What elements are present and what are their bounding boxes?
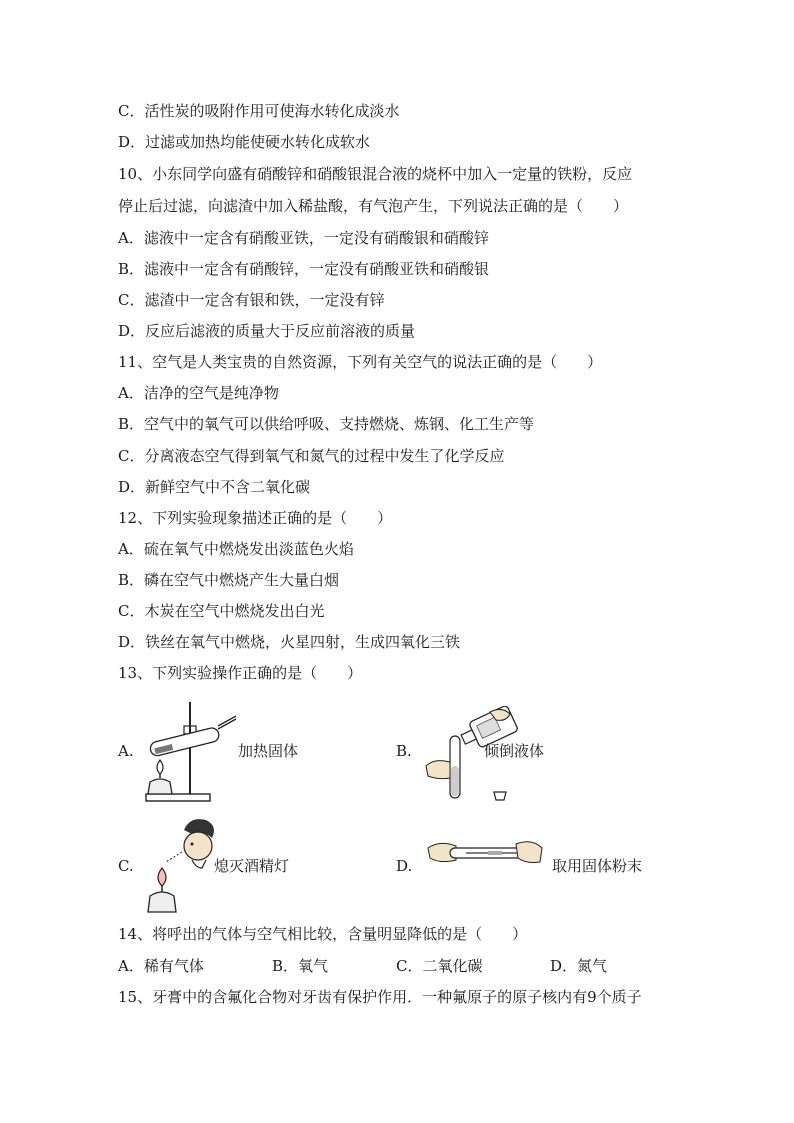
q13-option-d-caption: 取用固体粉末 bbox=[552, 857, 643, 875]
q14-option-a: A．稀有气体 bbox=[118, 957, 204, 975]
q12-option-d: D．铁丝在氧气中燃烧，火星四射，生成四氧化三铁 bbox=[118, 633, 461, 651]
q10-option-c: C．滤渣中一定含有银和铁，一定没有锌 bbox=[118, 291, 385, 309]
q13-option-b-caption: 倾倒液体 bbox=[484, 742, 545, 760]
q13-option-d-letter: D. bbox=[396, 857, 413, 875]
q13-option-c-caption: 熄灭酒精灯 bbox=[214, 857, 290, 875]
q12-option-a: A．硫在氧气中燃烧发出淡蓝色火焰 bbox=[118, 540, 354, 558]
q15-stem: 15、牙膏中的含氟化合物对牙齿有保护作用．一种氟原子的原子核内有9个质子 bbox=[118, 988, 642, 1006]
q12-option-b: B．磷在空气中燃烧产生大量白烟 bbox=[118, 571, 340, 589]
q11-stem: 11、空气是人类宝贵的自然资源，下列有关空气的说法正确的是（ ） bbox=[118, 353, 603, 371]
q13-option-b-letter: B. bbox=[396, 742, 412, 760]
q11-option-b: B．空气中的氧气可以供给呼吸、支持燃烧、炼钢、化工生产等 bbox=[118, 415, 535, 433]
q11-option-d: D．新鲜空气中不含二氧化碳 bbox=[118, 478, 311, 496]
q10-option-d: D．反应后滤液的质量大于反应前溶液的质量 bbox=[118, 322, 416, 340]
q13-stem: 13、下列实验操作正确的是（ ） bbox=[118, 664, 363, 682]
q14-stem: 14、将呼出的气体与空气相比较，含量明显降低的是（ ） bbox=[118, 925, 528, 943]
q12-option-c: C．木炭在空气中燃烧发出白光 bbox=[118, 602, 325, 620]
q10-option-a: A．滤液中一定含有硝酸亚铁，一定没有硝酸银和硝酸锌 bbox=[118, 229, 489, 247]
heating-solid-apparatus-icon bbox=[140, 698, 240, 806]
option-d-prev: D．过滤或加热均能使硬水转化成软水 bbox=[118, 133, 371, 151]
q14-option-d: D．氮气 bbox=[550, 957, 608, 975]
q11-option-a: A．洁净的空气是纯净物 bbox=[118, 384, 279, 402]
q10-stem-line1: 10、小东同学向盛有硝酸锌和硝酸银混合液的烧杯中加入一定量的铁粉，反应 bbox=[118, 165, 633, 183]
q14-option-c: C．二氧化碳 bbox=[396, 957, 483, 975]
q12-stem: 12、下列实验现象描述正确的是（ ） bbox=[118, 509, 393, 527]
q13-option-c-letter: C. bbox=[118, 857, 134, 875]
q10-option-b: B．滤液中一定含有硝酸锌，一定没有硝酸亚铁和硝酸银 bbox=[118, 260, 490, 278]
option-c-prev: C．活性炭的吸附作用可使海水转化成淡水 bbox=[118, 102, 400, 120]
taking-solid-powder-illustration-icon bbox=[426, 836, 546, 872]
q13-option-a-caption: 加热固体 bbox=[238, 742, 299, 760]
q10-stem-line2: 停止后过滤，向滤渣中加入稀盐酸，有气泡产生，下列说法正确的是（ ） bbox=[118, 197, 629, 215]
q14-option-b: B．氧气 bbox=[272, 957, 329, 975]
q13-option-a-letter: A. bbox=[118, 742, 134, 760]
q11-option-c: C．分离液态空气得到氧气和氮气的过程中发生了化学反应 bbox=[118, 447, 505, 465]
